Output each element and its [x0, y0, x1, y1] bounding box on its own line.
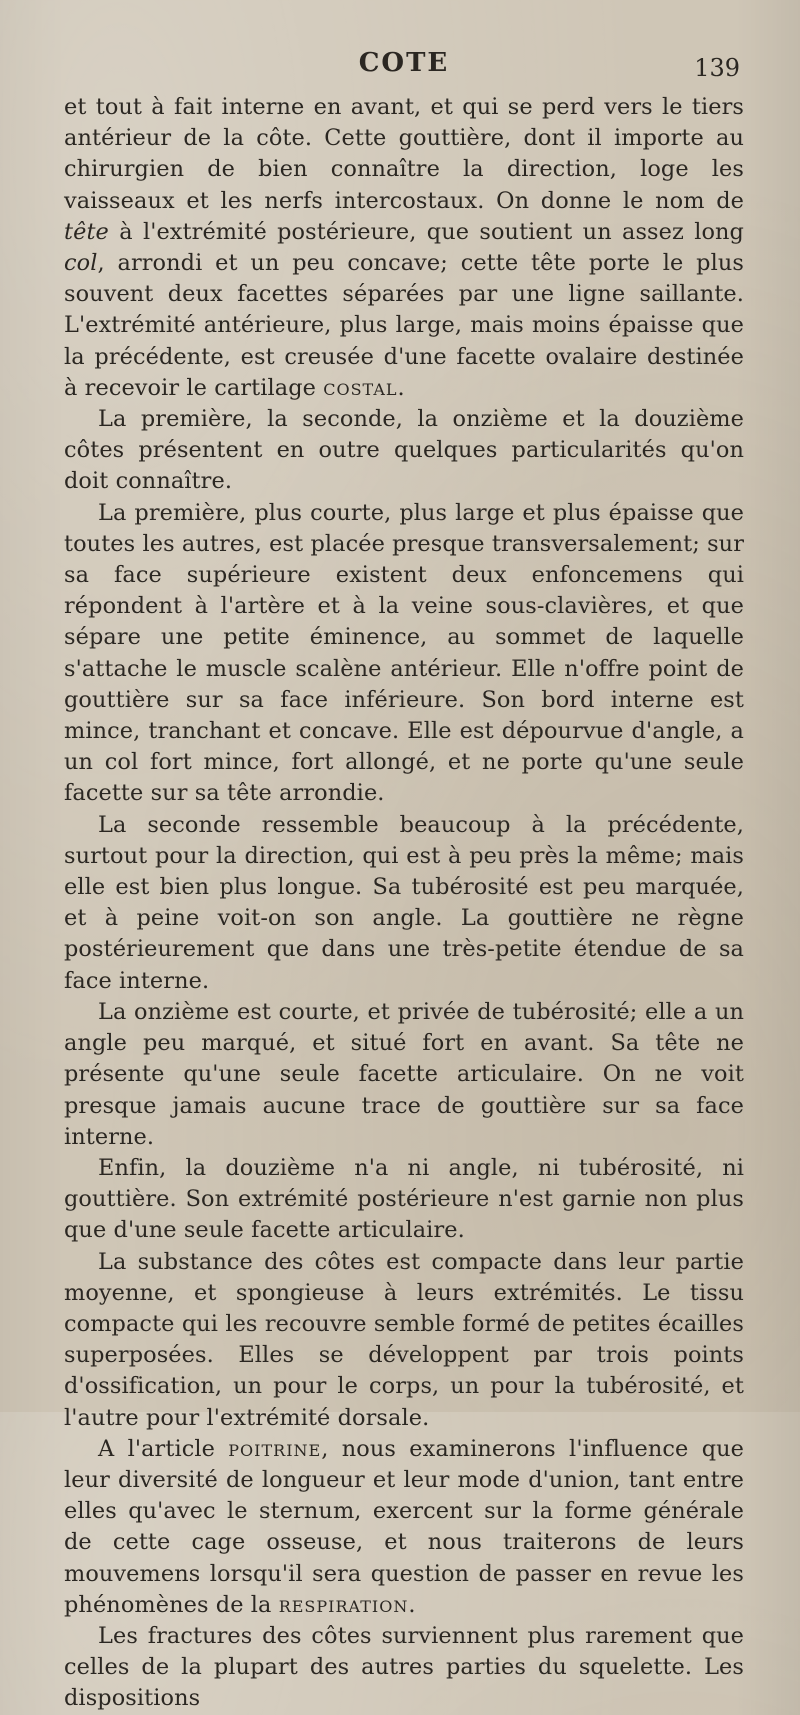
text-run: , nous examinerons l'influence que leur diversité de longueur et leur mode d'union, tant entre elles qu'avec le sternum, exercent sur la forme générale de cette cage osseuse, et nous traiterons de leurs mouvemens lorsqu'il sera question de passer en revue les phénomènes de la [64, 1435, 744, 1618]
cross-reference: costal [323, 374, 398, 401]
cross-reference: poitrine [228, 1435, 322, 1462]
italic-term: tête [64, 218, 109, 245]
paragraph [64, 92, 744, 404]
book-page [64, 44, 744, 1715]
body-text [64, 92, 744, 1715]
running-head [64, 44, 744, 90]
paragraph [64, 810, 744, 997]
paragraph [64, 1621, 744, 1715]
paragraph [64, 1434, 744, 1621]
text-run: La première, plus courte, plus large et plus épaisse que toutes les autres, est placée presque transversalement; sur sa face supérieure existent deux enfoncemens qui répondent à l'artère et à la veine sous-clavières, et que sépare une petite éminence, au sommet de laquelle s'attache le muscle scalène antérieur. Elle n'offre point de gouttière sur sa face inférieure. Son bord interne est mince, tranchant et concave. Elle est dépourvue d'angle, a un col fort mince, fort allongé, et ne porte qu'une seule facette sur sa tête arrondie. [64, 499, 744, 807]
text-run: et tout à fait interne en avant, et qui se perd vers le tiers antérieur de la côte. Cette gouttière, dont il importe au chirurgien de bien connaître la direction, loge les vaisseaux et les nerfs intercostaux. On donne le nom de [64, 94, 744, 214]
text-run: Les fractures des côtes surviennent plus rarement que celles de la plupart des autres parties du squelette. Les dispositions [64, 1622, 744, 1712]
paragraph [64, 1247, 744, 1434]
italic-term: col [64, 250, 98, 277]
text-run: A l'article [98, 1435, 229, 1462]
paragraph [64, 404, 744, 498]
cross-reference: respiration [278, 1591, 409, 1618]
text-run: . [408, 1591, 416, 1618]
paragraph [64, 1153, 744, 1247]
text-run: , arrondi et un peu concave; cette tête porte le plus souvent deux facettes séparées par une ligne saillante. L'extrémité antérieure, plus large, mais moins épaisse que la précédente, est creusée d'une facette ovalaire destinée à recevoir le cartilage [64, 250, 744, 401]
text-run: à l'extrémité postérieure, que soutient un assez long [108, 218, 744, 245]
text-run: La onzième est courte, et privée de tubérosité; elle a un angle peu marqué, et situé fort en avant. Sa tête ne présente qu'une seule facette articulaire. On ne voit presque jamais aucune trace de gouttière sur sa face interne. [64, 998, 744, 1150]
paragraph [64, 498, 744, 810]
text-run: Enfin, la douzième n'a ni angle, ni tubérosité, ni gouttière. Son extrémité postérieure n'est garnie non plus que d'une seule facette articulaire. [64, 1154, 744, 1244]
page-number: 139 [694, 54, 740, 82]
text-run: La substance des côtes est compacte dans leur partie moyenne, et spongieuse à leurs extrémités. Le tissu compacte qui les recouvre semble formé de petites écailles superposées. Elles se développent par trois points d'ossification, un pour le corps, un pour la tubérosité, et l'autre pour l'extrémité dorsale. [64, 1248, 744, 1431]
running-head-title: COTE [358, 48, 450, 78]
text-run: La première, la seconde, la onzième et la douzième côtes présentent en outre quelques particularités qu'on doit connaître. [64, 406, 744, 495]
paragraph [64, 997, 744, 1153]
text-run: La seconde ressemble beaucoup à la précédente, surtout pour la direction, qui est à peu près la même; mais elle est bien plus longue. Sa tubérosité est peu marquée, et à peine voit-on son angle. La gouttière ne règne postérieurement que dans une très-petite étendue de sa face interne. [64, 811, 744, 994]
text-run: . [397, 374, 405, 401]
